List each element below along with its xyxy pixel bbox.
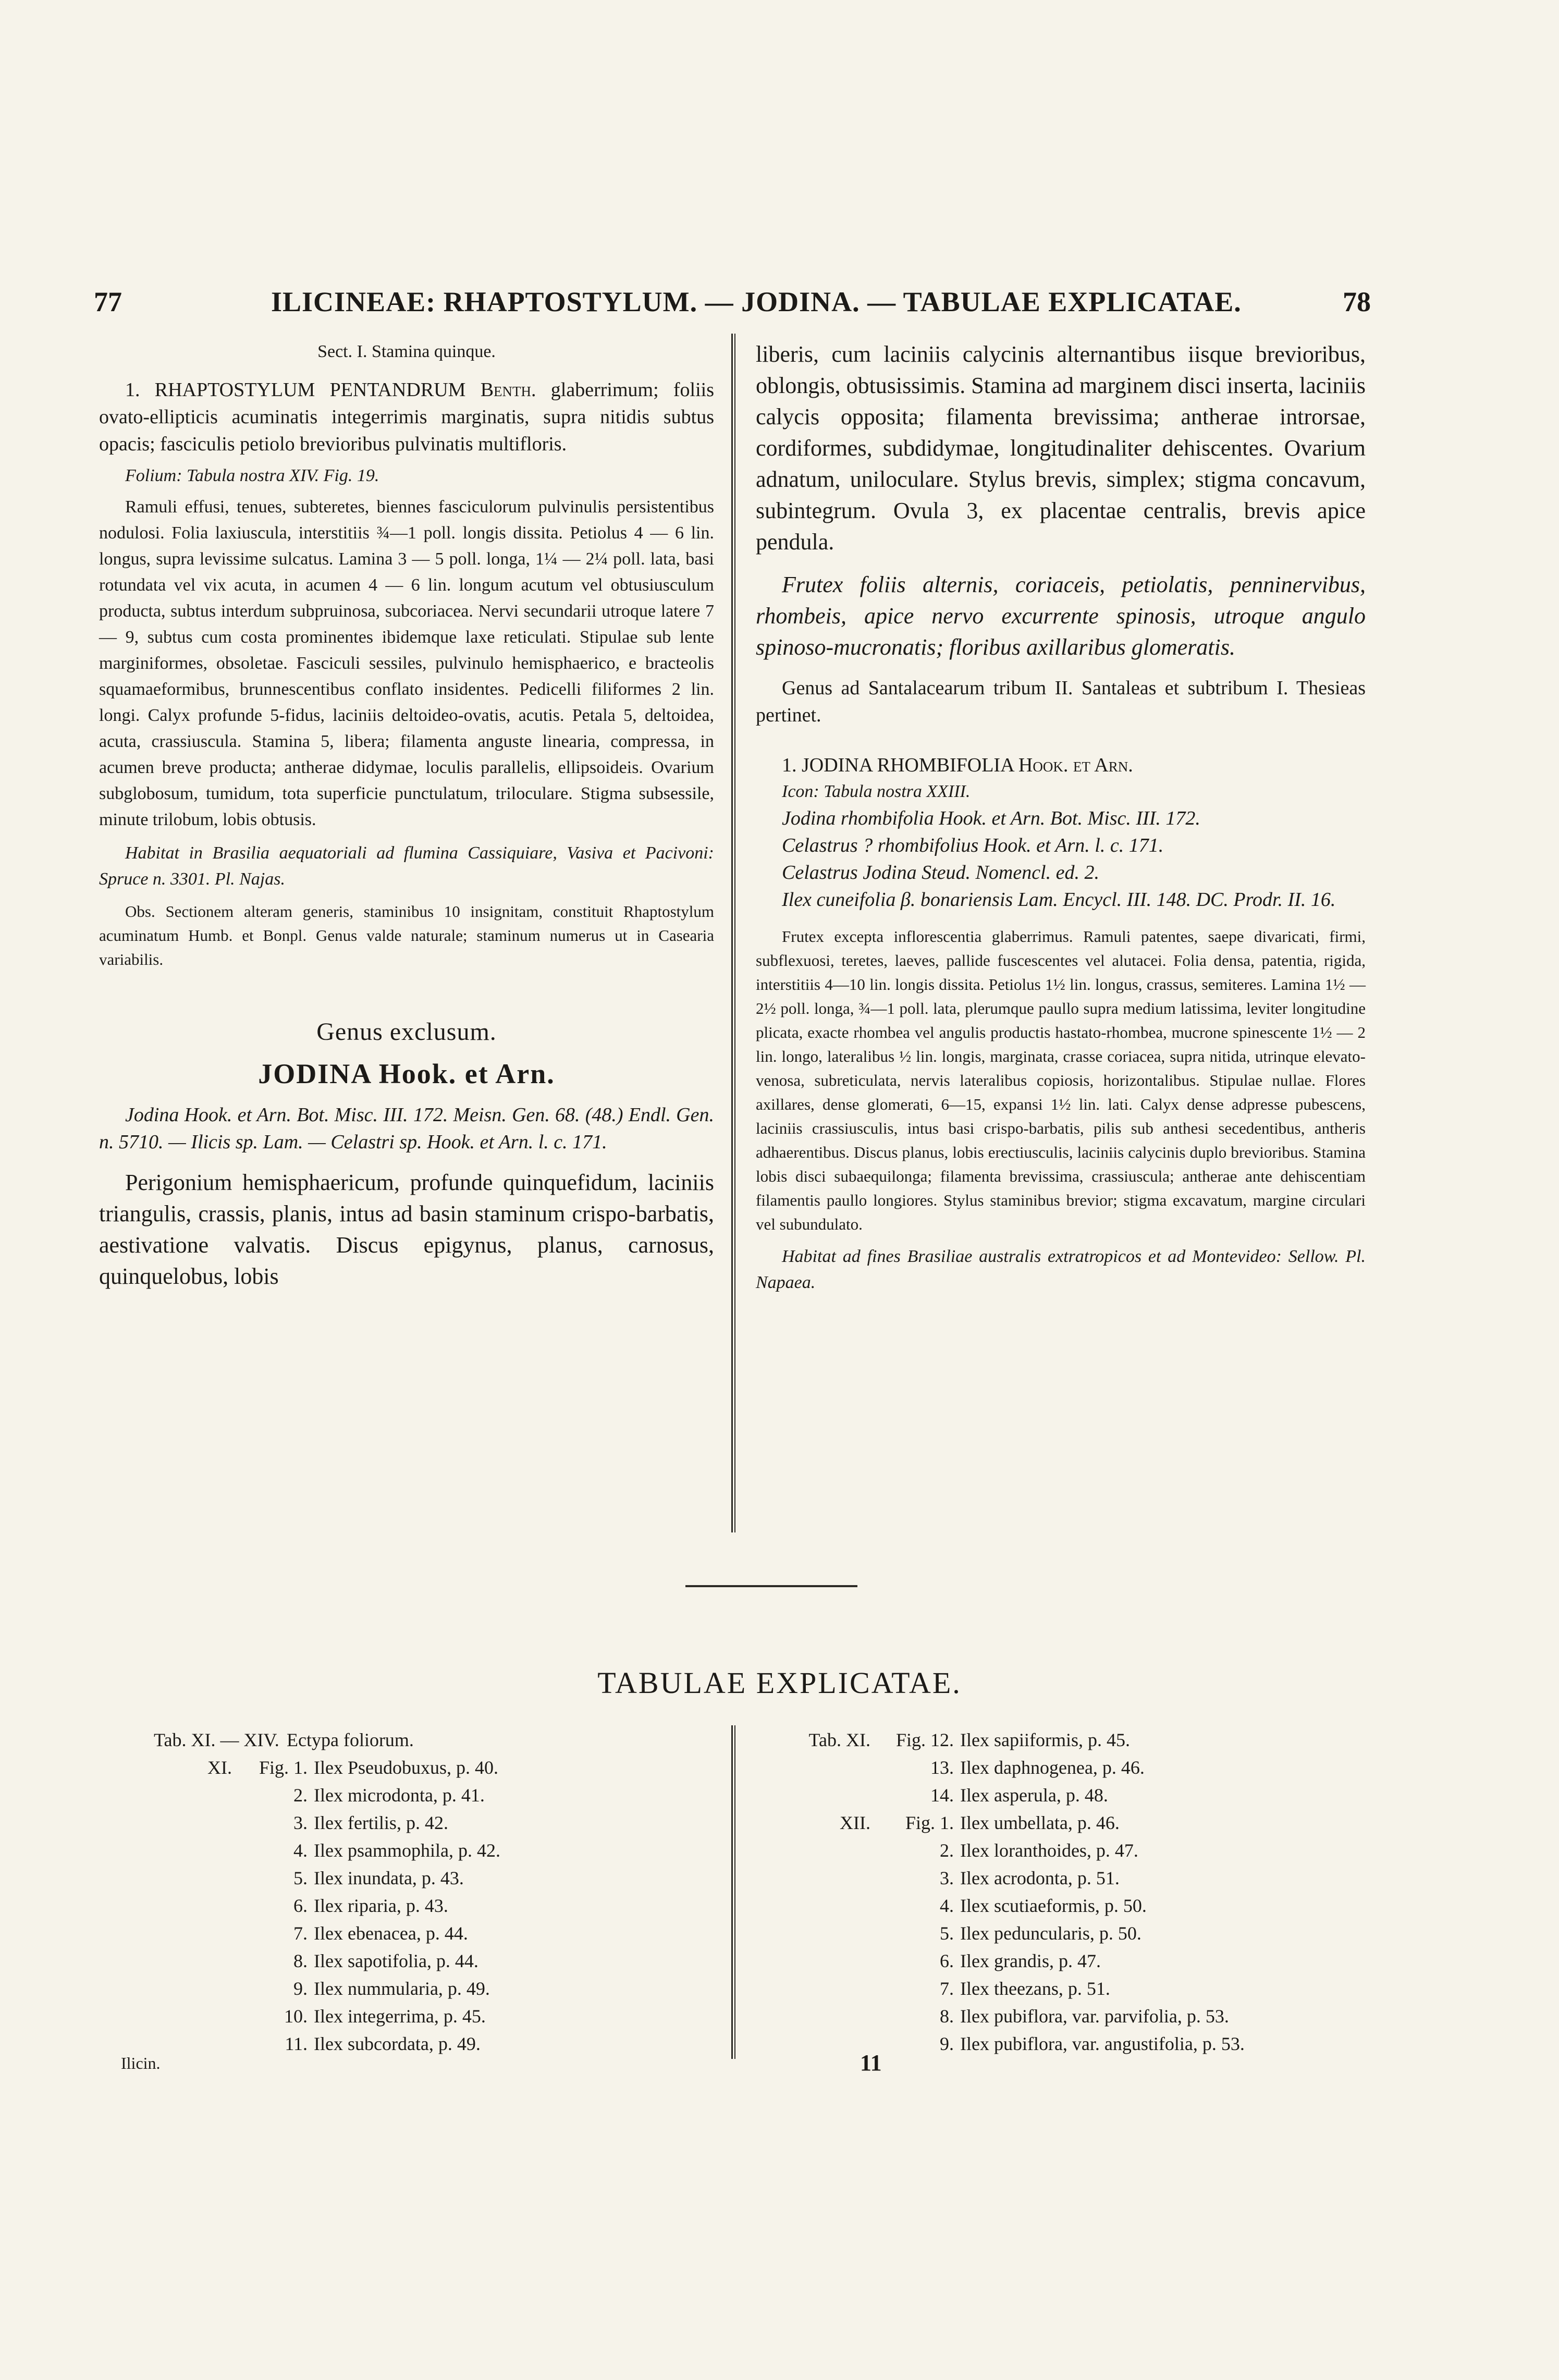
tabulae-heading: TABULAE EXPLICATAE. bbox=[597, 1666, 962, 1700]
plate-list-item bbox=[154, 1754, 717, 1782]
plate-list-item bbox=[792, 1809, 1366, 1837]
jodina-description-cont: liberis, cum laciniis calycinis alternantibus iisque brevioribus, oblongis, obtusissimis. Stamina ad marginem disci inserta, laciniis calycis opposita; filamenta brevissima; antherae introrsae, cordiformes, subdidymae, longitudinaliter dehiscentes. Ovarium adnatum, uniloculare. Stylus brevis, simplex; stigma concavum, subintegrum. Ovula 3, ex placentae centralis, brevis apice pendula. bbox=[756, 341, 1366, 555]
plate-list-item bbox=[154, 1809, 717, 1837]
plate-list-item bbox=[792, 1754, 1366, 1782]
species-title: 1. RHAPTOSTYLUM PENTANDRUM Benth. bbox=[125, 379, 536, 401]
synonym-2: Celastrus ? rhombifolius Hook. et Arn. l. c. 171. bbox=[782, 835, 1164, 856]
page-number-right: 78 bbox=[1343, 286, 1371, 317]
plate-list-item bbox=[154, 1892, 717, 1920]
figure-number: 2. bbox=[940, 1840, 954, 1861]
plate-list-item bbox=[154, 1947, 717, 1975]
figure-number: 4. bbox=[940, 1895, 954, 1916]
jodina-species-title: 1. JODINA RHOMBIFOLIA Hook. et Arn. bbox=[782, 754, 1133, 776]
figure-number: 7. bbox=[293, 1923, 308, 1944]
jodina-species-description: Frutex excepta inflorescentia glaberrimus. Ramuli patentes, saepe divaricati, firmi, subflexuosi, teretes, laeves, pallide fuscescentes vel alutacei. Folia densa, patentia, rigida, interstitiis 4—10 lin. longis dissita. Petiolus 1½ lin. longus, crassus, semiteres. Lamina 1½ — 2½ poll. longa, ¾—1 poll. lata, plerumque paullo supra medium latissima, leviter longitudine plicata, exacte rhombea vel angulis productis hastato-rhombea, mucrone spinescente 1½ — 2 lin. longo, lateralibus ½ lin. longis, marginata, crasse coriacea, supra nitida, utrinque elevato-venosa, subreticulata, nervis lateralibus copiosis, horizontalibus. Stipulae nullae. Flores axillares, dense glomerati, 6—15, expansi 1½ lin. lati. Calyx dense adpresse pubescens, laciniis crassiusculis, intus basi crispo-barbatis, pilis sub anthesi secedentibus, antheris adhaerentibus. Discus planus, lobis erectiusculis, laciniis calycinis duplo brevioribus. Stamina lobis disci subaequilonga; filamenta brevissima, crassiuscula; antherae ante dehiscentiam filamentis paullo longiores. Stylus staminibus brevior; stigma excavatum, margine circulari vel subundulato. bbox=[756, 927, 1366, 1233]
figure-number: 9. bbox=[293, 1978, 308, 1999]
plate-list-item bbox=[792, 2003, 1366, 2030]
left-column bbox=[99, 339, 714, 1292]
figure-number: 3. bbox=[940, 1868, 954, 1888]
plate-list-item bbox=[154, 1837, 717, 1864]
plate-caption: Ilex grandis, p. 47. bbox=[960, 1950, 1101, 1971]
frutex-diagnosis: Frutex foliis alternis, coriaceis, petiolatis, penninervibus, rhombeis, apice nervo excurrente spinosis, utroque angulo spinoso-mucronatis; floribus axillaribus glomeratis. bbox=[756, 572, 1366, 660]
figure-number: 7. bbox=[940, 1978, 954, 1999]
right-column bbox=[756, 339, 1366, 1296]
plate-caption: Ilex fertilis, p. 42. bbox=[314, 1812, 448, 1833]
plate-list-item bbox=[154, 2030, 717, 2058]
icon-ref: Icon: Tabula nostra XXIII. bbox=[782, 782, 971, 801]
column-rule-lower-2 bbox=[734, 1725, 735, 2059]
figure-number: Fig. 1. bbox=[259, 1757, 308, 1778]
plate-list-item bbox=[154, 1726, 717, 1754]
figure-number: 6. bbox=[940, 1950, 954, 1971]
jodina-synonymy: Jodina Hook. et Arn. Bot. Misc. III. 172. Meisn. Gen. 68. (48.) Endl. Gen. n. 5710. — Ilicis sp. Lam. — Celastri sp. Hook. et Arn. l. c. 171. bbox=[99, 1104, 714, 1153]
plate-list-right bbox=[792, 1726, 1366, 2058]
jodina-habitat: Habitat ad fines Brasiliae australis extratropicos et ad Montevideo: Sellow. Pl. Napaea. bbox=[756, 1247, 1366, 1292]
plate-caption: Ilex Pseudobuxus, p. 40. bbox=[314, 1757, 498, 1778]
running-header bbox=[94, 286, 1371, 322]
plate-list-item bbox=[792, 1782, 1366, 1809]
plate-caption: Ectypa foliorum. bbox=[287, 1729, 414, 1750]
plate-list-item bbox=[792, 1892, 1366, 1920]
habitat-note: Habitat in Brasilia aequatoriali ad flumina Cassiquiare, Vasiva et Pacivoni: Spruce n. 3301. Pl. Najas. bbox=[99, 843, 714, 889]
plate-list-item bbox=[154, 1975, 717, 2003]
section-divider bbox=[685, 1585, 857, 1587]
plate-caption: Ilex acrodonta, p. 51. bbox=[960, 1868, 1120, 1888]
figure-number: Fig. 1. bbox=[905, 1812, 954, 1833]
plate-list-item bbox=[792, 1864, 1366, 1892]
species-diagnosis: glaberrimum; foliis ovato-ellipticis acuminatis integerrimis marginatis, supra nitidis subtus opacis; fasciculis petiolo brevioribus pulvinatis multifloris. bbox=[99, 379, 714, 455]
species-description: Ramuli effusi, tenues, subteretes, biennes fasciculorum pulvinulis persistentibus nodulosi. Folia laxiuscula, interstitiis ¾—1 poll. longis dissita. Petiolus 4 — 6 lin. longus, supra levissime sulcatus. Lamina 3 — 5 poll. longa, 1¼ — 2¼ poll. lata, basi rotundata vel vix acuta, in acumen 4 — 6 lin. longum acutum vel obtusiusculum producta, subtus interdum subpruinosa, subcoriacea. Nervi secundarii utroque latere 7 — 9, subtus cum costa prominentes ibidemque laxe reticulati. Stipulae sub lente marginiformes, obsoletae. Fasciculi sessiles, pulvinulo hemisphaerico, e bracteolis squamaeformibus, brunnescentibus conflato insidentes. Pedicelli filiformes 2 lin. longi. Calyx profunde 5-fidus, laciniis deltoideo-ovatis, acutis. Petala 5, deltoidea, acuta, crassiuscula. Stamina 5, libera; filamenta anguste linearia, compressa, in acumen breve producta; antherae didymae, loculis parallelis, ellipsoideis. Ovarium subglobosum, tumidum, tota superficie punctulatum, triloculare. Stigma subsessile, minute trilobum, lobis obtusis. bbox=[99, 497, 714, 829]
figure-number: 9. bbox=[940, 2033, 954, 2054]
plate-caption: Ilex pubiflora, var. angustifolia, p. 53. bbox=[960, 2033, 1245, 2054]
plate-list-item bbox=[792, 1726, 1366, 1754]
figure-number: 2. bbox=[293, 1785, 308, 1806]
plate-list-item bbox=[792, 1975, 1366, 2003]
synonym-3: Celastrus Jodina Steud. Nomencl. ed. 2. bbox=[782, 862, 1099, 884]
section-heading: Sect. I. Stamina quinque. bbox=[317, 342, 496, 361]
plate-caption: Ilex peduncularis, p. 50. bbox=[960, 1923, 1141, 1944]
plate-caption: Ilex daphnogenea, p. 46. bbox=[960, 1757, 1145, 1778]
genus-note: Genus ad Santalacearum tribum II. Santaleas et subtribum I. Thesieas pertinet. bbox=[756, 677, 1366, 726]
figure-number: 5. bbox=[940, 1923, 954, 1944]
plate-number: Tab. XI. — XIV. bbox=[154, 1729, 279, 1750]
synonym-1: Jodina rhombifolia Hook. et Arn. Bot. Misc. III. 172. bbox=[782, 807, 1200, 829]
plate-list-item bbox=[154, 1782, 717, 1809]
figure-number: 3. bbox=[293, 1812, 308, 1833]
plate-caption: Ilex nummularia, p. 49. bbox=[314, 1978, 490, 1999]
figure-number: 14. bbox=[930, 1785, 954, 1806]
genus-exclusum-heading: Genus exclusum. bbox=[316, 1018, 497, 1046]
plate-caption: Ilex scutiaeformis, p. 50. bbox=[960, 1895, 1147, 1916]
plate-caption: Ilex subcordata, p. 49. bbox=[314, 2033, 481, 2054]
plate-list-item bbox=[154, 1920, 717, 1947]
column-rule-lower bbox=[731, 1725, 733, 2059]
plate-caption: Ilex ebenacea, p. 44. bbox=[314, 1923, 468, 1944]
plate-caption: Ilex umbellata, p. 46. bbox=[960, 1812, 1120, 1833]
plate-caption: Ilex integerrima, p. 45. bbox=[314, 2006, 486, 2027]
plate-list-left bbox=[154, 1726, 717, 2058]
jodina-heading: JODINA Hook. et Arn. bbox=[258, 1058, 555, 1089]
column-rule-upper bbox=[731, 334, 733, 1532]
plate-list-item bbox=[792, 1920, 1366, 1947]
page-number-left: 77 bbox=[94, 286, 122, 317]
folium-ref: Folium: Tabula nostra XIV. Fig. 19. bbox=[125, 466, 379, 485]
signature-mark: Ilicin. bbox=[121, 2054, 161, 2072]
species-paragraph bbox=[99, 376, 714, 458]
figure-number: Fig. 12. bbox=[895, 1729, 954, 1750]
plate-caption: Ilex sapotifolia, p. 44. bbox=[314, 1950, 478, 1971]
plate-number: Tab. XI. bbox=[808, 1729, 870, 1750]
plate-number: XII. bbox=[840, 1812, 870, 1833]
plate-caption: Ilex asperula, p. 48. bbox=[960, 1785, 1108, 1806]
plate-list-item bbox=[154, 1864, 717, 1892]
figure-number: 11. bbox=[285, 2033, 308, 2054]
figure-number: 10. bbox=[284, 2006, 308, 2027]
running-title: ILICINEAE: RHAPTOSTYLUM. — JODINA. — TABULAE EXPLICATAE. bbox=[271, 286, 1242, 317]
plate-number: XI. bbox=[207, 1757, 232, 1778]
figure-number: 8. bbox=[293, 1950, 308, 1971]
plate-caption: Ilex loranthoides, p. 47. bbox=[960, 1840, 1138, 1861]
figure-number: 13. bbox=[930, 1757, 954, 1778]
synonym-4: Ilex cuneifolia β. bonariensis Lam. Encycl. III. 148. DC. Prodr. II. 16. bbox=[782, 889, 1336, 911]
figure-number: 6. bbox=[293, 1895, 308, 1916]
plate-list-item bbox=[792, 1947, 1366, 1975]
plate-caption: Ilex riparia, p. 43. bbox=[314, 1895, 448, 1916]
plate-list-item bbox=[792, 1837, 1366, 1864]
plate-caption: Ilex sapiiformis, p. 45. bbox=[960, 1729, 1130, 1750]
figure-number: 4. bbox=[293, 1840, 308, 1861]
plate-caption: Ilex inundata, p. 43. bbox=[314, 1868, 464, 1888]
plate-caption: Ilex theezans, p. 51. bbox=[960, 1978, 1110, 1999]
observation-note: Obs. Sectionem alteram generis, staminibus 10 insignitam, constituit Rhaptostylum acuminatum Humb. et Bonpl. Genus valde naturale; staminum numerus ut in Casearia variabilis. bbox=[99, 902, 714, 968]
sheet-number: 11 bbox=[860, 2050, 882, 2076]
figure-number: 8. bbox=[940, 2006, 954, 2027]
perigonium-description: Perigonium hemisphaericum, profunde quinquefidum, laciniis triangulis, crassis, planis, intus ad basin staminum crispo-barbatis, aestivatione valvatis. Discus epigynus, planus, carnosus, quinquelobus, lobis bbox=[99, 1170, 714, 1289]
plate-caption: Ilex microdonta, p. 41. bbox=[314, 1785, 485, 1806]
figure-number: 5. bbox=[293, 1868, 308, 1888]
plate-list-item bbox=[154, 2003, 717, 2030]
column-rule-upper-2 bbox=[734, 334, 735, 1532]
plate-caption: Ilex pubiflora, var. parvifolia, p. 53. bbox=[960, 2006, 1229, 2027]
plate-caption: Ilex psammophila, p. 42. bbox=[314, 1840, 500, 1861]
